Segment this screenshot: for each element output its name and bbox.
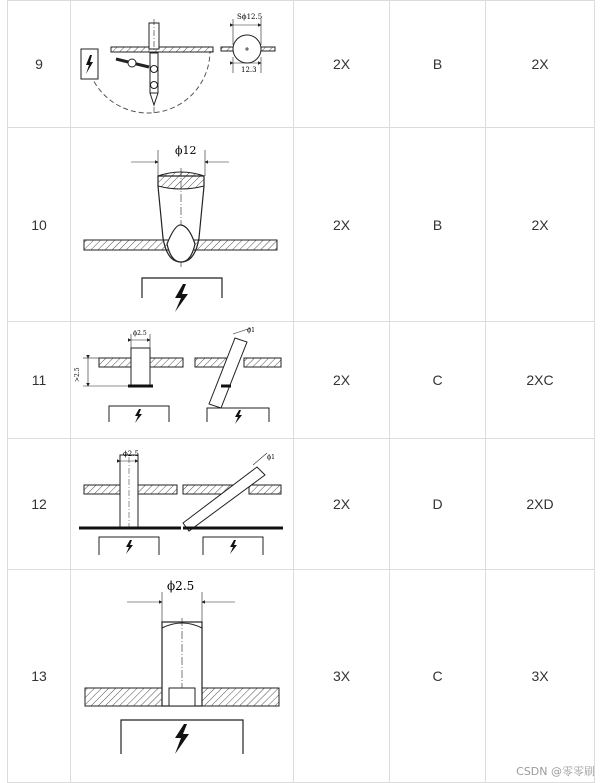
width-label: 12.3: [241, 66, 257, 74]
col3-value: 2X: [294, 439, 390, 570]
col4-value: C: [390, 570, 486, 783]
col3-value: 2X: [294, 1, 390, 128]
sphere-dia-label: Sϕ12.5: [237, 13, 263, 21]
col3-value: 2X: [294, 128, 390, 322]
figure-cell: [71, 322, 294, 439]
col4-value: B: [390, 128, 486, 322]
col4-value: B: [390, 1, 486, 128]
spec-table: [7, 0, 595, 783]
col5-value: 2XC: [486, 322, 595, 439]
rod-dia-label: ϕ2.5: [167, 579, 195, 593]
row-number: 12: [8, 439, 71, 570]
col5-value: 3X: [486, 570, 595, 783]
row-number: 9: [8, 1, 71, 128]
figure-cell: [71, 128, 294, 322]
finger-figure: [71, 128, 293, 321]
high-voltage-icon: [235, 410, 242, 424]
table-row: [8, 322, 595, 439]
row-number: 11: [8, 322, 71, 439]
pin-figure: [71, 322, 293, 438]
high-voltage-icon: [230, 540, 237, 554]
rod-figure: [71, 570, 293, 782]
watermark: CSDN @零零刷: [516, 765, 595, 778]
pin-tilt-dia-label: ϕ1: [247, 327, 255, 334]
depth-label: >2.5: [74, 367, 81, 382]
high-voltage-icon: [175, 284, 188, 312]
col4-value: D: [390, 439, 486, 570]
pin-dia-label: ϕ2.5: [133, 330, 147, 337]
finger-dia-label: ϕ12: [175, 144, 197, 157]
col5-value: 2XD: [486, 439, 595, 570]
col3-value: 2X: [294, 322, 390, 439]
col3-value: 3X: [294, 570, 390, 783]
figure-cell: [71, 439, 294, 570]
table-row: [8, 439, 595, 570]
table-row: [8, 128, 595, 322]
high-voltage-icon: [175, 724, 189, 754]
wire-dia-label: ϕ2.5: [123, 450, 139, 458]
table-row: [8, 570, 595, 783]
probe-figure: [71, 1, 293, 127]
table-row: [8, 1, 595, 128]
figure-cell: [71, 570, 294, 783]
wire-figure: [71, 439, 293, 569]
high-voltage-icon: [126, 540, 133, 554]
col5-value: 2X: [486, 128, 595, 322]
wire-tilt-dia-label: ϕ1: [267, 454, 275, 461]
row-number: 10: [8, 128, 71, 322]
figure-cell: [71, 1, 294, 128]
col5-value: 2X: [486, 1, 595, 128]
row-number: 13: [8, 570, 71, 783]
high-voltage-icon: [135, 409, 142, 423]
col4-value: C: [390, 322, 486, 439]
